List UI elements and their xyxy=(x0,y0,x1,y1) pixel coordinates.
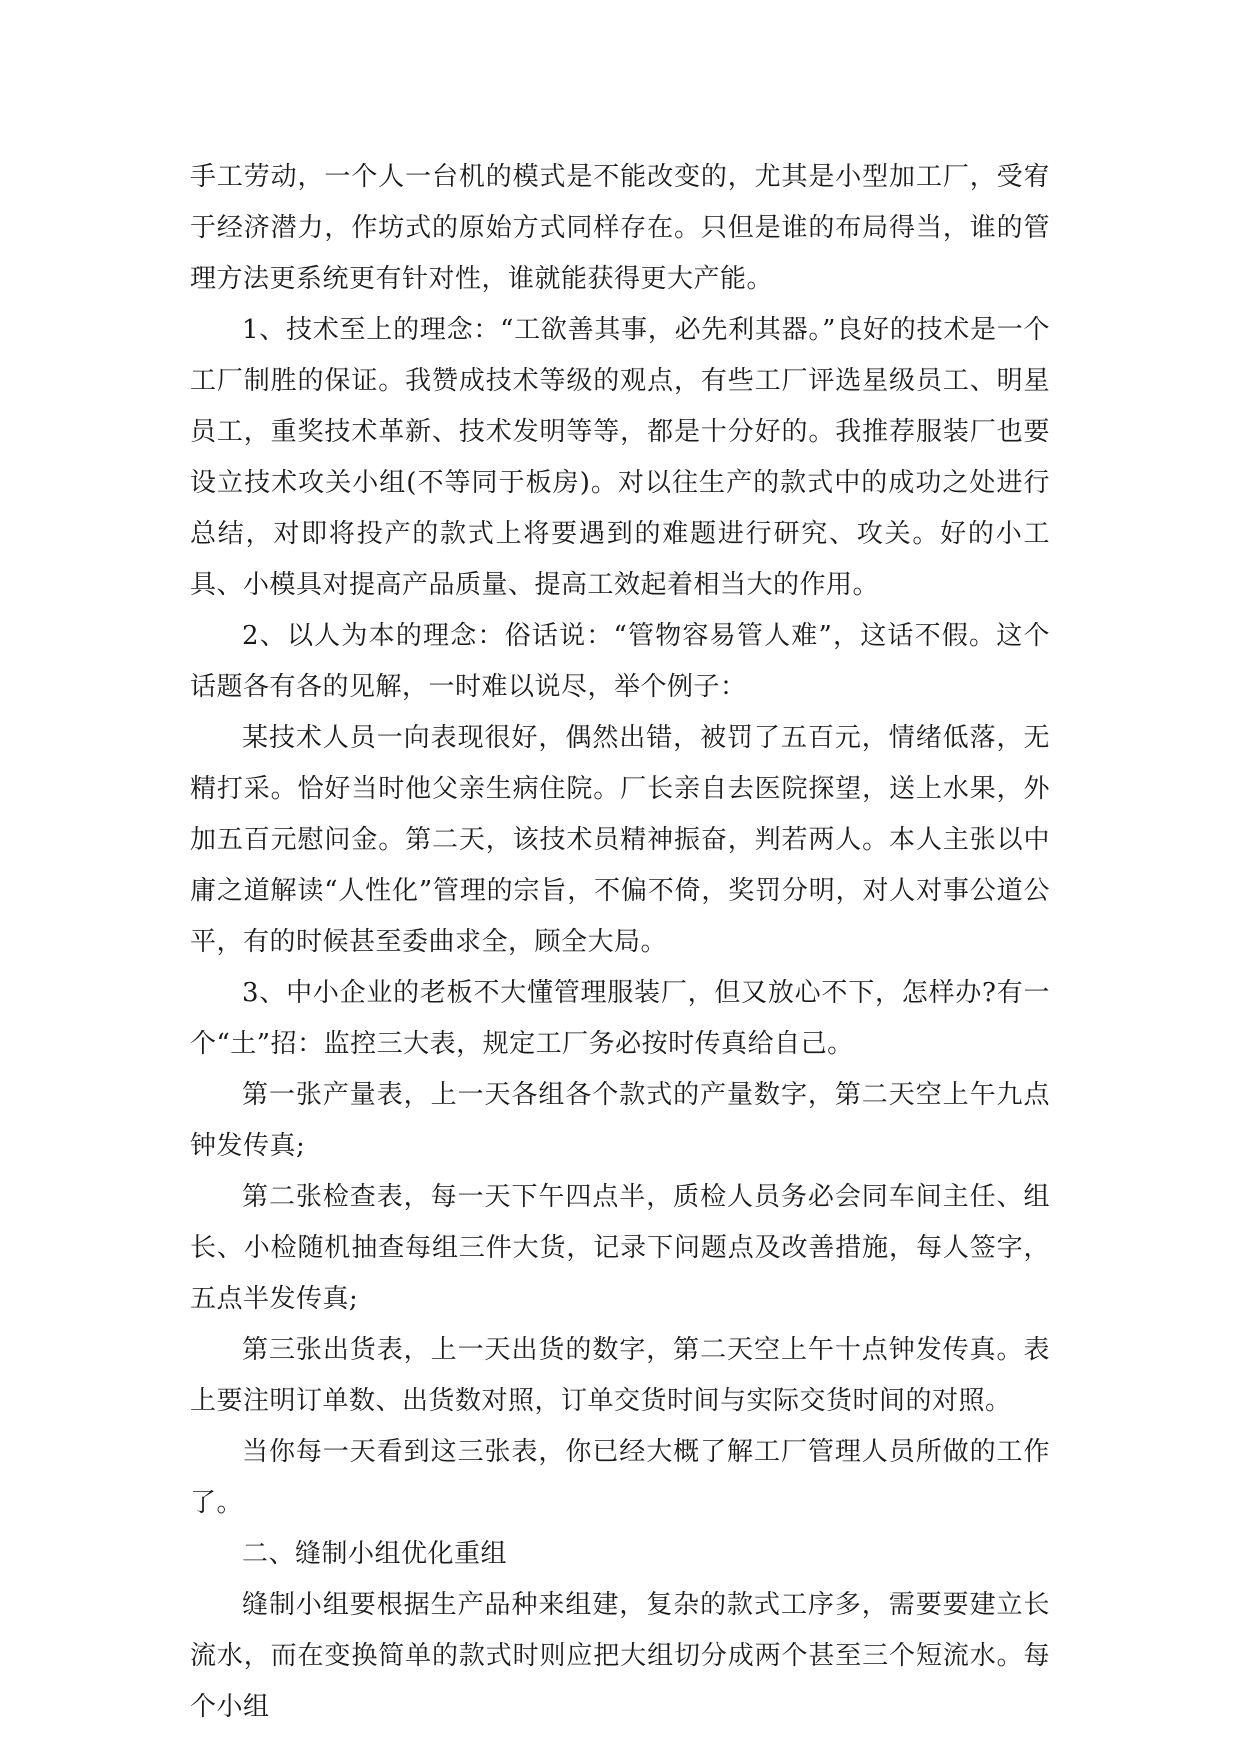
paragraph-shipment-table: 第三张出货表，上一天出货的数字，第二天空上午十点钟发传真。表上要注明订单数、出货数对照，订单交货时间与实际交货时间的对照。 xyxy=(190,1335,1050,1416)
paragraph-example: 某技术人员一向表现很好，偶然出错，被罚了五百元，情绪低落，无精打采。恰好当时他父亲生病住院。厂长亲自去医院探望，送上水果，外加五百元慰问金。第二天，该技术员精神振奋，判若两人。本人主张以中庸之道解读“人性化”管理的宗旨，不偏不倚，奖罚分明，对人对事公道公平，有的时候甚至委曲求全，顾全大局。 xyxy=(190,723,1050,957)
paragraph-continuation: 手工劳动，一个人一台机的模式是不能改变的，尤其是小型加工厂，受宥于经济潜力，作坊式的原始方式同样存在。只但是谁的布局得当，谁的管理方法更系统更有针对性，谁就能获得更大产能。 xyxy=(190,162,1050,294)
paragraph-summary: 当你每一天看到这三张表，你已经大概了解工厂管理人员所做的工作了。 xyxy=(190,1437,1050,1518)
paragraph-three-tables: 3、中小企业的老板不大懂管理服装厂，但又放心不下，怎样办?有一个“土”招：监控三大表，规定工厂务必按时传真给自己。 xyxy=(190,978,1050,1059)
paragraph-sewing-groups: 缝制小组要根据生产品种来组建，复杂的款式工序多，需要要建立长流水，而在变换简单的款式时则应把大组切分成两个甚至三个短流水。每个小组 xyxy=(190,1590,1050,1722)
section-heading-sewing-groups: 二、缝制小组优化重组 xyxy=(242,1539,508,1569)
paragraph-technology-first: 1、技术至上的理念：“工欲善其事，必先利其器。”良好的技术是一个工厂制胜的保证。我赞成技术等级的观点，有些工厂评选星级员工、明星员工，重奖技术革新、技术发明等等，都是十分好的。我推荐服装厂也要设立技术攻关小组(不等同于板房)。对以往生产的款式中的成功之处进行总结，对即将投产的款式上将要遇到的难题进行研究、攻关。好的小工具、小模具对提高产品质量、提高工效起着相当大的作用。 xyxy=(190,315,1050,600)
paragraph-people-oriented: 2、以人为本的理念：俗话说：“管物容易管人难”，这话不假。这个话题各有各的见解，一时难以说尽，举个例子： xyxy=(190,621,1050,702)
paragraph-output-table: 第一张产量表，上一天各组各个款式的产量数字，第二天空上午九点钟发传真; xyxy=(190,1080,1050,1161)
paragraph-inspection-table: 第二张检查表，每一天下午四点半，质检人员务必会同车间主任、组长、小检随机抽查每组三件大货，记录下问题点及改善措施，每人签字，五点半发传真; xyxy=(190,1182,1050,1314)
document-body xyxy=(190,152,1050,1733)
